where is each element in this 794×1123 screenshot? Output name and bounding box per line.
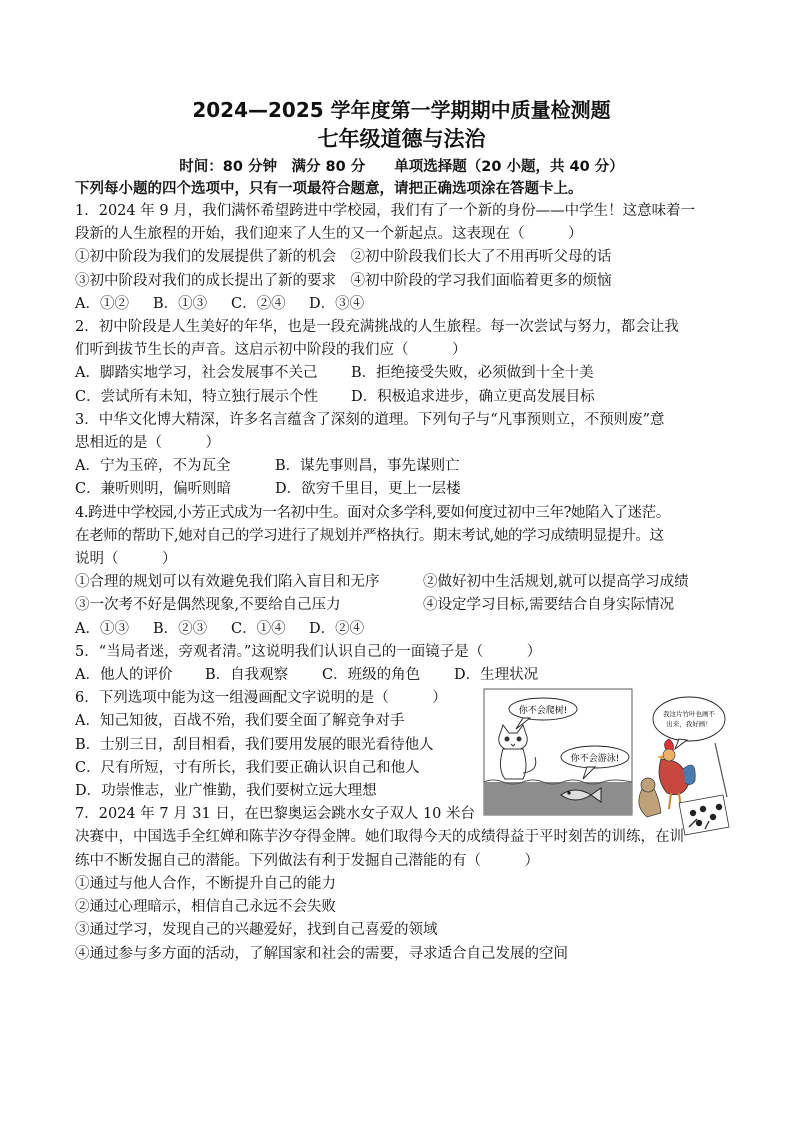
question-stem: 段新的人生旅程的开始，我们迎来了人生的又一个新起点。这表现在（ ） <box>75 226 583 243</box>
question-stem: 6．下列选项中能为这一组漫画配文字说明的是（ ） <box>75 690 447 707</box>
option-b: B．谋先事则昌，事先谋则亡 <box>275 458 460 475</box>
options-row <box>75 478 728 501</box>
option-a: A．脚踏实地学习，社会发展事不关己 <box>75 365 318 382</box>
statement: ③通过学习，发现自己的兴趣爱好，找到自己喜爱的领域 <box>75 922 438 939</box>
question-stem: 1．2024 年 9 月，我们满怀希望跨进中学校园，我们有了一个新的身份——中学生！这意味着一 <box>75 203 696 219</box>
options-row <box>75 386 728 409</box>
options-row <box>75 664 728 687</box>
question-1 <box>75 200 728 316</box>
question-4 <box>75 502 728 641</box>
option-a: A．知己知彼，百战不殆，我们要全面了解竞争对手 <box>75 713 405 730</box>
exam-title: 2024—2025 学年度第一学期期中质量检测题 <box>192 98 611 122</box>
option-c: C．①④ <box>231 620 286 637</box>
question-5 <box>75 641 728 687</box>
option-b: B．②③ <box>153 620 208 637</box>
rooster-speech-text: 出来，我好画！ <box>666 720 712 729</box>
statement: ③初中阶段对我们的成长提出了新的要求 ④初中阶段的学习我们面临着更多的烦恼 <box>75 272 612 289</box>
statement: ②通过心理暗示，相信自己永远不会失败 <box>75 899 336 916</box>
option-d: D．积极追求进步，确立更高发展目标 <box>351 388 595 405</box>
question-stem: 3．中华文化博大精深，许多名言蕴含了深刻的道理。下列句子与“凡事预则立，不预则废”意 <box>75 411 665 428</box>
question-7-stem: 7．2024 年 7 月 31 日，在巴黎奥运会跳水女子双人 10 米台 <box>75 806 476 823</box>
cat-fish-panel <box>484 689 632 815</box>
fish-speech-text: 你不会游泳! <box>570 754 620 765</box>
rooster-speech-text: 我这片竹叶也画不 <box>663 710 715 719</box>
statement: ②做好初中生活规划,就可以提高学习成绩 <box>423 574 689 591</box>
options-row <box>75 455 728 478</box>
question-stem: 练中不断发掘自己的潜能。下列做法有利于发掘自己潜能的有（ ） <box>75 852 539 869</box>
question-2 <box>75 316 728 409</box>
option-c: C．班级的角色 <box>322 667 421 684</box>
question-7 <box>75 826 728 965</box>
option-d: D．③④ <box>309 295 365 312</box>
question-stem: 4.跨进中学校园,小芳正式成为一名初中生。面对众多学科,要如何度过初中三年?她陷入了迷茫。 <box>75 504 671 521</box>
dog-icon <box>639 778 661 817</box>
statement: ④通过参与多方面的活动，了解国家和社会的需要，寻求适合自己发展的空间 <box>75 945 568 962</box>
option-c: C．尝试所有未知，特立独行展示个性 <box>75 388 319 405</box>
cartoon-illustration <box>483 687 733 837</box>
question-stem: 说明（ ） <box>75 551 177 568</box>
question-stem: 思相近的是（ ） <box>75 435 220 452</box>
options-row <box>75 362 728 385</box>
option-c: C．尺有所短，寸有所长，我们要正确认识自己和他人 <box>75 759 420 776</box>
question-stem: 在老师的帮助下,她对自己的学习进行了规划并严格执行。期末考试,她的学习成绩明显提升。这 <box>75 527 664 544</box>
option-b: B．①③ <box>153 295 208 312</box>
option-d: D．②④ <box>309 620 365 637</box>
statement: ①通过与他人合作，不断提升自己的能力 <box>75 875 336 892</box>
option-d: D．欲穷千里目，更上一层楼 <box>275 481 461 498</box>
option-a: A．①③ <box>75 620 129 637</box>
options-row <box>75 618 728 641</box>
brush-icon <box>715 743 727 797</box>
option-b: B．拒绝接受失败，必须做到十全十美 <box>351 365 594 382</box>
question-stem: 决赛中，中国选手全红婵和陈芋汐夺得金牌。她们取得今天的成绩得益于平时刻苦的训练，在训 <box>75 829 684 846</box>
question-stem: 5．“当局者迷，旁观者清。”这说明我们认识自己的一面镜子是（ ） <box>75 643 542 660</box>
exam-subject: 七年级道德与法治 <box>317 127 486 151</box>
statement: ③一次考不好是偶然现象,不要给自己压力 <box>75 597 341 614</box>
statements-row <box>75 594 728 617</box>
option-c: C．②④ <box>231 295 286 312</box>
statement: ①合理的规划可以有效避免我们陷入盲目和无序 <box>75 574 380 591</box>
rooster-panel <box>639 697 729 835</box>
option-d: D．生理状况 <box>454 667 539 684</box>
option-a: A．他人的评价 <box>75 667 173 684</box>
statements-row <box>75 571 728 594</box>
exam-info: 时间：80 分钟 满分 80 分 单项选择题（20 小题，共 40 分） <box>179 159 624 175</box>
option-a: A．宁为玉碎，不为瓦全 <box>75 458 231 475</box>
option-d: D．功崇惟志，业广惟勤，我们要树立远大理想 <box>75 783 377 800</box>
cat-speech-text: 你不会爬树! <box>518 706 568 717</box>
option-c: C．兼听则明，偏听则暗 <box>75 481 232 498</box>
option-a: A．①② <box>75 295 129 312</box>
question-stem: 2．初中阶段是人生美好的年华，也是一段充满挑战的人生旅程。每一次尝试与努力，都会让我 <box>75 319 679 336</box>
question-6 <box>75 687 728 826</box>
statement: ①初中阶段为我们的发展提供了新的机会 ②初中阶段我们长大了不用再听父母的话 <box>75 249 612 266</box>
rooster-speech-bubble <box>653 697 725 741</box>
question-3 <box>75 409 728 502</box>
question-stem: 们听到拔节生长的声音。这启示初中阶段的我们应（ ） <box>75 342 467 359</box>
rooster-icon <box>657 739 695 809</box>
water-shape <box>484 782 632 815</box>
option-b: B．士别三日，刮目相看，我们要用发展的眼光看待他人 <box>75 736 434 753</box>
exam-instruction: 下列每小题的四个选项中，只有一项最符合题意，请把正确选项涂在答题卡上。 <box>75 181 583 197</box>
statement: ④设定学习目标,需要结合自身实际情况 <box>423 597 675 614</box>
option-b: B．自我观察 <box>205 667 289 684</box>
painting-paper-icon <box>679 795 729 835</box>
options-row <box>75 293 728 316</box>
